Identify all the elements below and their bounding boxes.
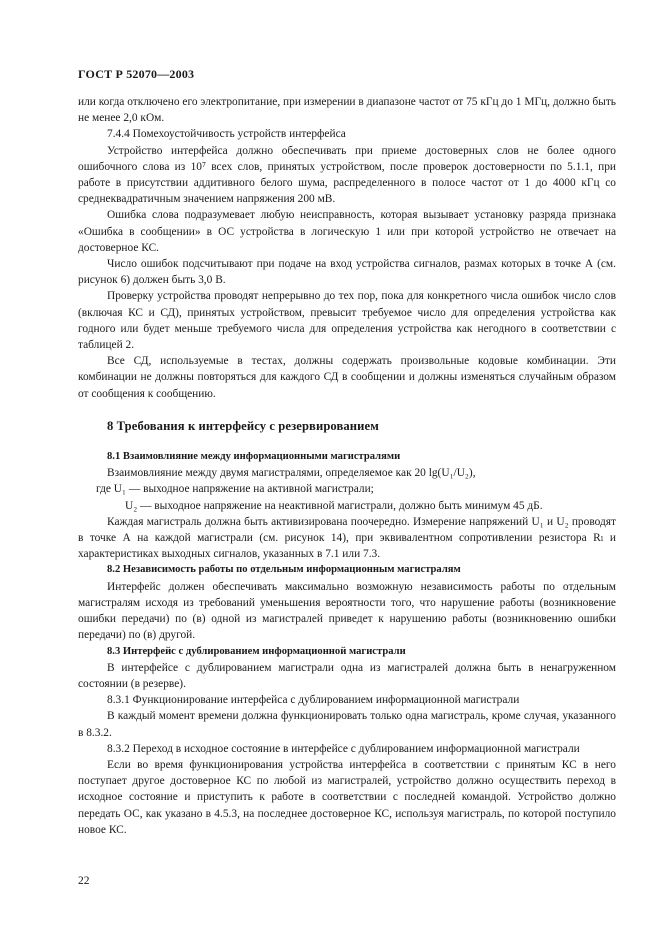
definition-line: U₂ — выходное напряжение на неактивной магистрали, должно быть минимум 45 дБ. xyxy=(125,499,543,512)
subsection-heading-8-3-2: 8.3.2 Переход в исходное состояние в интерфейсе с дублированием информационной магистрали xyxy=(107,742,580,755)
page-number: 22 xyxy=(78,875,90,887)
document-header: ГОСТ Р 52070—2003 xyxy=(78,67,195,81)
subsection-heading-8-1: 8.1 Взаимовлияние между информационными магистралями xyxy=(107,451,401,463)
paragraph: Число ошибок подсчитывают при подаче на вход устройства сигналов, размах которых в точке А (см. рисунок 6) должен быть 3,0 В. xyxy=(78,258,616,287)
paragraph: или когда отключено его электропитание, при измерении в диапазоне частот от 75 кГц до 1 МГц, должно быть не менее 2,0 кОм. xyxy=(78,96,616,125)
page-body xyxy=(78,94,616,838)
paragraph: В интерфейсе с дублированием магистрали одна из магистралей должна быть в ненагруженном состоянии (в резерве). xyxy=(78,661,616,690)
paragraph: Проверку устройства проводят непрерывно до тех пор, пока для конкретного числа ошибок число слов (включая КС и СД), принятых устройством, превысит требуемое число для определения устройства как годного или будет меньше требуемого числа для определения устройства как негодного в соответствии с таблицей 2. xyxy=(78,290,616,352)
paragraph: Взаимовлияние между двумя магистралями, определяемое как 20 lg(U₁/U₂), xyxy=(107,467,476,480)
paragraph: Все СД, используемые в тестах, должны содержать произвольные кодовые комбинации. Эти комбинации не должны повторяться для каждого СД в сообщении и должны изменяться случайным образом от сообщения к сообщению. xyxy=(78,355,616,400)
definition-line: где U₁ — выходное напряжение на активной магистрали; xyxy=(96,483,374,496)
subsection-heading-8-3-1: 8.3.1 Функционирование интерфейса с дублированием информационной магистрали xyxy=(107,694,520,707)
paragraph: Интерфейс должен обеспечивать максимально возможную независимость работы по отдельным магистралям исходя из требований уменьшения вероятности того, что нарушение работы (возникновение ошибки передачи) по (в) одной из магистралей приведет к нарушению работы (возникновению ошибки передачи) по (в) другой. xyxy=(78,580,616,642)
paragraph: Если во время функционирования устройства интерфейса в соответствии с принятым КС в него поступает другое достоверное КС по любой из магистралей, устройство должно осуществить переход в исходное состояние и приступить к работе в соответствии с последней командой. Устройство должно передать ОС, как указано в 4.5.3, на последнее достоверное КС, используя магистраль, по которой поступило новое КС. xyxy=(78,758,616,836)
section-heading-8: 8 Требования к интерфейсу с резервированием xyxy=(107,418,379,433)
paragraph: В каждый момент времени должна функционировать только одна магистраль, кроме случая, указанного в 8.3.2. xyxy=(78,710,616,739)
paragraph: Каждая магистраль должна быть активизирована поочередно. Измерение напряжений U₁ и U₂ проводят в точке А на каждой магистрали (см. рисунок 14), при эквивалентном сопротивлении резистора Rₗ и характеристиках выходных сигналов, указанных в 7.1 или 7.3. xyxy=(78,515,616,561)
subsection-heading-7-4-4: 7.4.4 Помехоустойчивость устройств интерфейса xyxy=(107,128,346,141)
subsection-heading-8-2: 8.2 Независимость работы по отдельным информационным магистралям xyxy=(107,564,461,576)
paragraph: Устройство интерфейса должно обеспечивать при приеме достоверных слов не более одного ошибочного слова из 10⁷ всех слов, принятых устройством, после проверок достоверности по 5.1.1, при работе в присутствии аддитивного белого шума, распределенного в полосе частот от 1 до 4000 кГц со среднеквадратичным значением напряжения 200 мВ. xyxy=(78,144,616,206)
paragraph: Ошибка слова подразумевает любую неисправность, которая вызывает установку разряда признака «Ошибка в сообщении» в ОС устройства в логическую 1 или при которой устройство не отвечает на достоверное КС. xyxy=(78,209,616,254)
subsection-heading-8-3: 8.3 Интерфейс с дублированием информационной магистрали xyxy=(107,645,406,657)
